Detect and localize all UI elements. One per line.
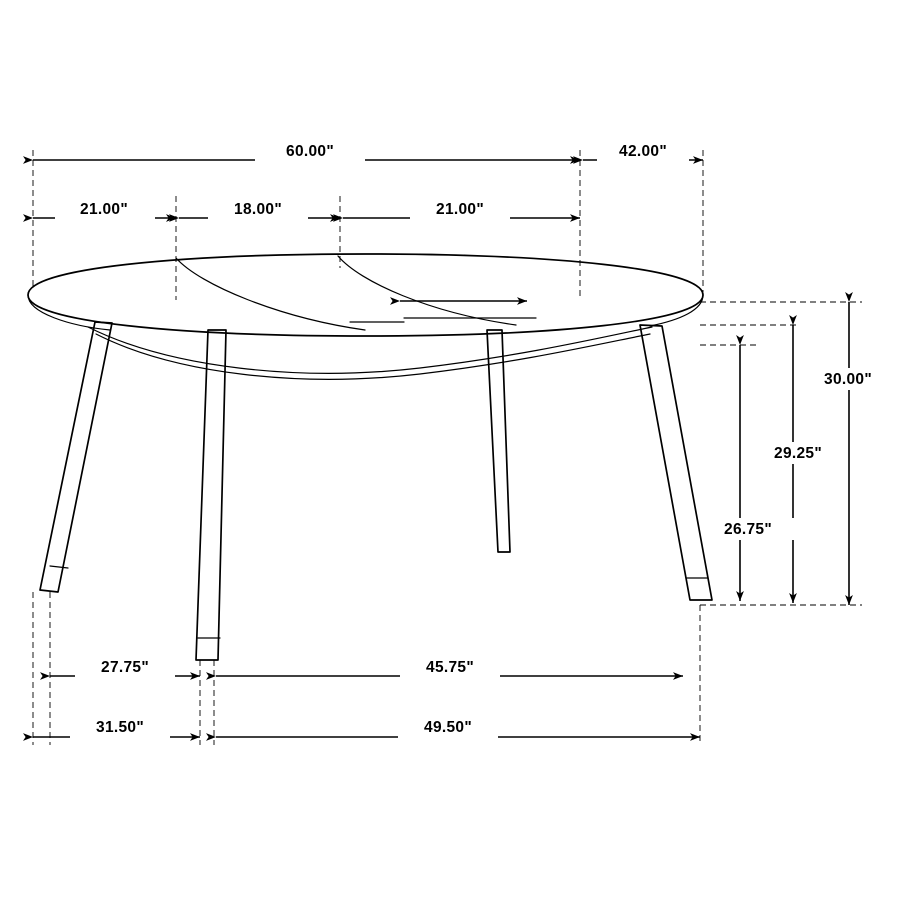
dimension-outer-left	[33, 716, 200, 738]
dimension-leg-span	[216, 656, 683, 678]
dimension-top-depth	[583, 140, 703, 162]
dimension-outer-span	[216, 716, 700, 738]
dimension-seg-right	[343, 198, 580, 220]
label-top-overall: 60.00"	[286, 143, 334, 161]
extension-lines	[33, 150, 862, 745]
label-seg-middle: 18.00"	[234, 201, 282, 219]
label-leg-span: 45.75"	[426, 659, 474, 677]
label-leg-left: 27.75"	[101, 659, 149, 677]
label-outer-span: 49.50"	[424, 719, 472, 737]
label-outer-left: 31.50"	[96, 719, 144, 737]
dimension-leg-left	[50, 656, 200, 678]
label-seg-left: 21.00"	[80, 201, 128, 219]
dimension-height-apron	[752, 325, 844, 603]
label-height-apron: 29.25"	[774, 445, 822, 463]
label-height-lower: 26.75"	[724, 521, 772, 539]
label-seg-right: 21.00"	[436, 201, 484, 219]
label-height-overall: 30.00"	[824, 371, 872, 389]
label-top-depth: 42.00"	[619, 143, 667, 161]
dimension-top-overall	[33, 140, 580, 162]
dimension-seg-left	[33, 198, 176, 220]
dimension-height-lower	[702, 345, 794, 601]
dimension-seg-middle	[179, 198, 340, 220]
table-illustration	[28, 254, 712, 660]
